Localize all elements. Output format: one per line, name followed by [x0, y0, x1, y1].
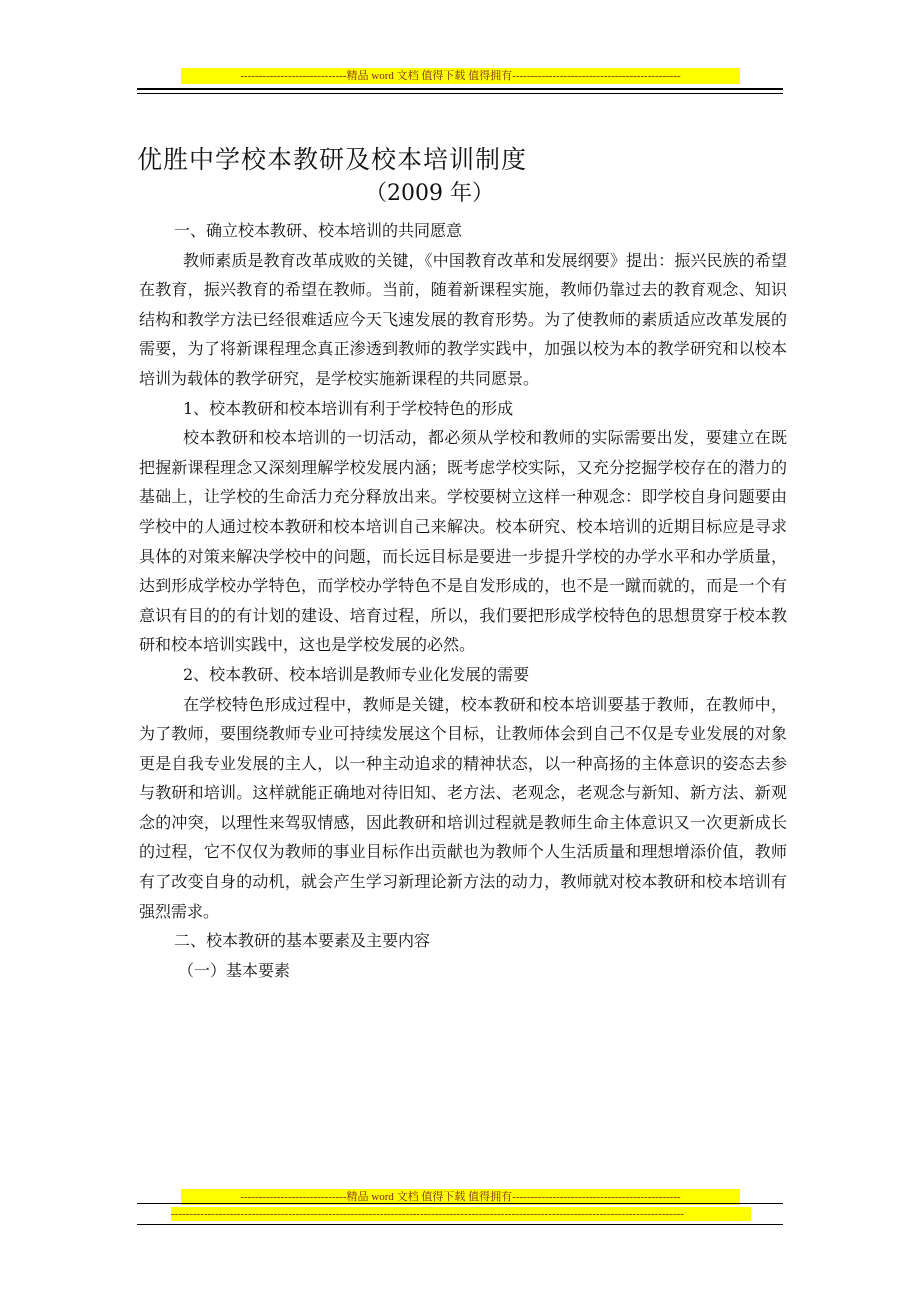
point1-paragraph: 校本教研和校本培训的一切活动，都必须从学校和教师的实际需要出发，要建立在既把握新课程理念又深刻理解学校发展内涵；既考虑学校实际，又充分挖掘学校存在的潜力的基础上，让学校的生命活力充分释放出来。学校要树立这样一种观念：即学校自身问题要由学校中的人通过校本教研和校本培训自己来解决。校本研究、校本培训的近期目标应是寻求具体的对策来解决学校中的问题，而长远目标是要进一步提升学校的办学水平和办学质量，达到形成学校办学特色，而学校办学特色不是自发形成的，也不是一蹴而就的，而是一个有意识有目的的有计划的建设、培育过程，所以，我们要把形成学校特色的思想贯穿于校本教研和校本培训实践中，这也是学校发展的必然。 [139, 428, 787, 655]
section1-heading: 一、确立校本教研、校本培训的共同愿意 [174, 221, 463, 240]
header-rule-thick [137, 88, 783, 90]
point1-heading: 1、校本教研和校本培训有利于学校特色的形成 [183, 398, 514, 418]
document-body [139, 216, 787, 985]
document-title: 优胜中学校本教研及校本培训制度 [137, 145, 528, 174]
section1-paragraph: 教师素质是教育改革成败的关键，《中国教育改革和发展纲要》提出：振兴民族的希望在教育，振兴教育的希望在教师。当前，随着新课程实施，教师仍靠过去的教育观念、知识结构和教学方法已经很难适应今天飞速发展的教育形势。为了使教师的素质适应改革发展的需要，为了将新课程理念真正渗透到教师的教学实践中，加强以校为本的教学研究和以校本培训为载体的教学研究，是学校实施新课程的共同愿景。 [139, 250, 787, 388]
document-year: （2009 年） [365, 181, 494, 206]
header-banner: -----------------------------精品 word 文档 值得下载 值得拥有---------------------------------------------- [181, 68, 740, 84]
footer-rule-bottom [137, 1224, 783, 1225]
footer-banner: -----------------------------精品 word 文档 值得下载 值得拥有---------------------------------------------- [181, 1189, 740, 1205]
point2-heading: 2、校本教研、校本培训是教师专业化发展的需要 [183, 664, 530, 684]
subsection1-heading: （一）基本要素 [178, 960, 291, 980]
header-rule-thin [137, 93, 783, 94]
point2-paragraph: 在学校特色形成过程中，教师是关键，校本教研和校本培训要基于教师，在教师中，为了教师，要围绕教师专业可持续发展这个目标，让教师体会到自己不仅是专业发展的对象更是自我专业发展的主人，以一种主动追求的精神状态，以一种高扬的主体意识的姿态去参与教研和培训。这样就能正确地对待旧知、老方法、老观念，老观念与新知、新方法、新观念的冲突，以理性来驾驭情感，因此教研和培训过程就是教师生命主体意识又一次更新成长的过程，它不仅仅为教师的事业目标作出贡献也为教师个人生活质量和理想增添价值，教师有了改变自身的动机，就会产生学习新理论新方法的动力，教师就对校本教研和校本培训有强烈需求。 [139, 694, 787, 921]
section2-heading: 二、校本教研的基本要素及主要内容 [174, 931, 431, 951]
footer-rule-top [137, 1203, 783, 1204]
footer-dashes: -------------------------------------------------------------------------------------------------------------------------------------------- [171, 1207, 751, 1221]
